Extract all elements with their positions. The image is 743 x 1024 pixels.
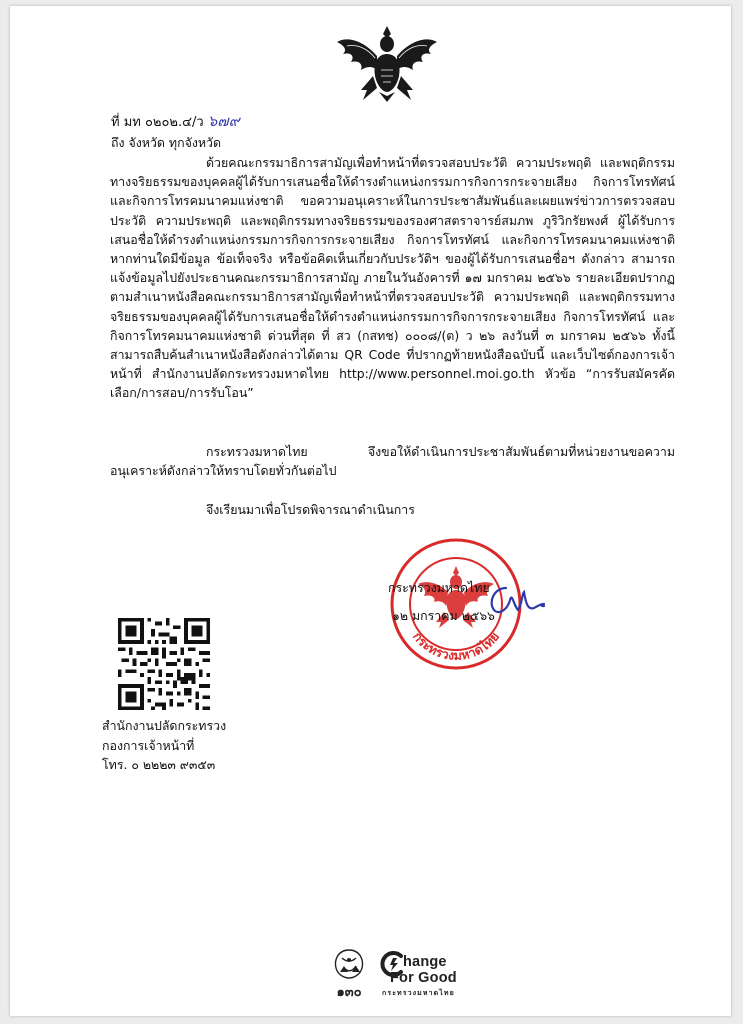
logo-word-for-good: For Good [390, 970, 457, 986]
handwritten-signature [484, 582, 554, 620]
issuing-office [102, 716, 226, 775]
stamp-text: กระทรวงมหาดไทย [409, 629, 503, 663]
office-line-1: สำนักงานปลัดกระทรวง [102, 718, 227, 733]
signatory-name: กระทรวงมหาดไทย [388, 580, 490, 595]
logo-ministry-text: กระทรวงมหาดไทย [382, 990, 455, 997]
letter-page [10, 6, 731, 1016]
anniversary-number: ๑๓๐ [336, 985, 362, 1000]
second-paragraph: กระทรวงมหาดไทย จึงขอให้ดำเนินการประชาสัมพันธ์ตามที่หน่วยงานขอความอนุเคราะห์ดังกล่าวให้ทราบโดยทั่วกันต่อไป [110, 444, 675, 479]
closing-line: จึงเรียนมาเพื่อโปรดพิจารณาดำเนินการ [206, 502, 415, 517]
qr-code[interactable] [118, 618, 210, 710]
anniversary-emblem-icon [324, 946, 374, 1002]
garuda-emblem-icon [333, 20, 441, 104]
office-line-3: โทร. ๐ ๒๒๒๓ ๙๓๕๓ [102, 757, 216, 772]
signature-date: ๑๒ มกราคม ๒๕๖๖ [392, 608, 495, 623]
handwritten-number: ๖๗๙ [207, 112, 240, 130]
change-for-good-logo [380, 950, 490, 1002]
reference-number [111, 112, 240, 132]
body-paragraph: ด้วยคณะกรรมาธิการสามัญเพื่อทำหน้าที่ตรวจสอบประวัติ ความประพฤติ และพฤติกรรมทางจริยธรรมของบุคคลผู้ได้รับการเสนอชื่อให้ดำรงตำแหน่งกรรมการกิจการกระจายเสียง กิจการโทรทัศน์ และกิจการโทรคมนาคมแห่งชาติ ขอความอนุเคราะห์ในการประชาสัมพันธ์และเผยแพร่ข่าวการตรวจสอบประวัติ ความประพฤติ และพฤติกรรมทางจริยธรรมของรองศาสตราจารย์สมภพ ภูริวิกรัยพงศ์ ผู้ได้รับการเสนอชื่อให้ดำรงตำแหน่งกรรมการกิจการกระจายเสียง กิจการโทรทัศน์ และกิจการโทรคมนาคมแห่งชาติ หากท่านใดมีข้อมูล ข้อเท็จจริง หรือข้อคิดเห็นเกี่ยวกับประวัติฯ ของผู้ได้รับการเสนอชื่อฯ ดังกล่าว สามารถแจ้งข้อมูลไปยังประธานคณะกรรมาธิการสามัญ ภายในวันอังคารที่ ๑๗ มกราคม ๒๕๖๖ รายละเอียดปรากฏตามสำเนาหนังสือคณะกรรมาธิการสามัญเพื่อทำหน้าที่ตรวจสอบประวัติ ความประพฤติ และพฤติกรรมทางจริยธรรมของบุคคลผู้ได้รับการเสนอชื่อให้ดำรงตำแหน่งกรรมการกิจการกระจายเสียง กิจการโทรทัศน์ และกิจการโทรคมนาคมแห่งชาติ ด่วนที่สุด ที่ สว (กสทช) ๐๐๐๘/(ต) ว ๒๖ ลงวันที่ ๓ มกราคม ๒๕๖๖ ทั้งนี้ สามารถสืบค้นสำเนาหนังสือดังกล่าวได้ตาม QR Code ที่ปรากฏท้ายหนังสือฉบับนี้ และเว็บไซต์กองการเจ้าหน้าที่ สำนักงานปลัดกระทรวงมหาดไทย http://www.personnel.moi.go.th หัวข้อ “การรับสมัครคัดเลือก/การสอบ/การรับโอน” [110, 155, 675, 401]
logo-word-change: hange [403, 954, 447, 970]
addressee: ถึง จังหวัด ทุกจังหวัด [111, 135, 222, 150]
reference-number-text: ที่ มท ๐๒๐๒.๔/ว [111, 115, 204, 130]
office-line-2: กองการเจ้าหน้าที่ [102, 737, 195, 753]
